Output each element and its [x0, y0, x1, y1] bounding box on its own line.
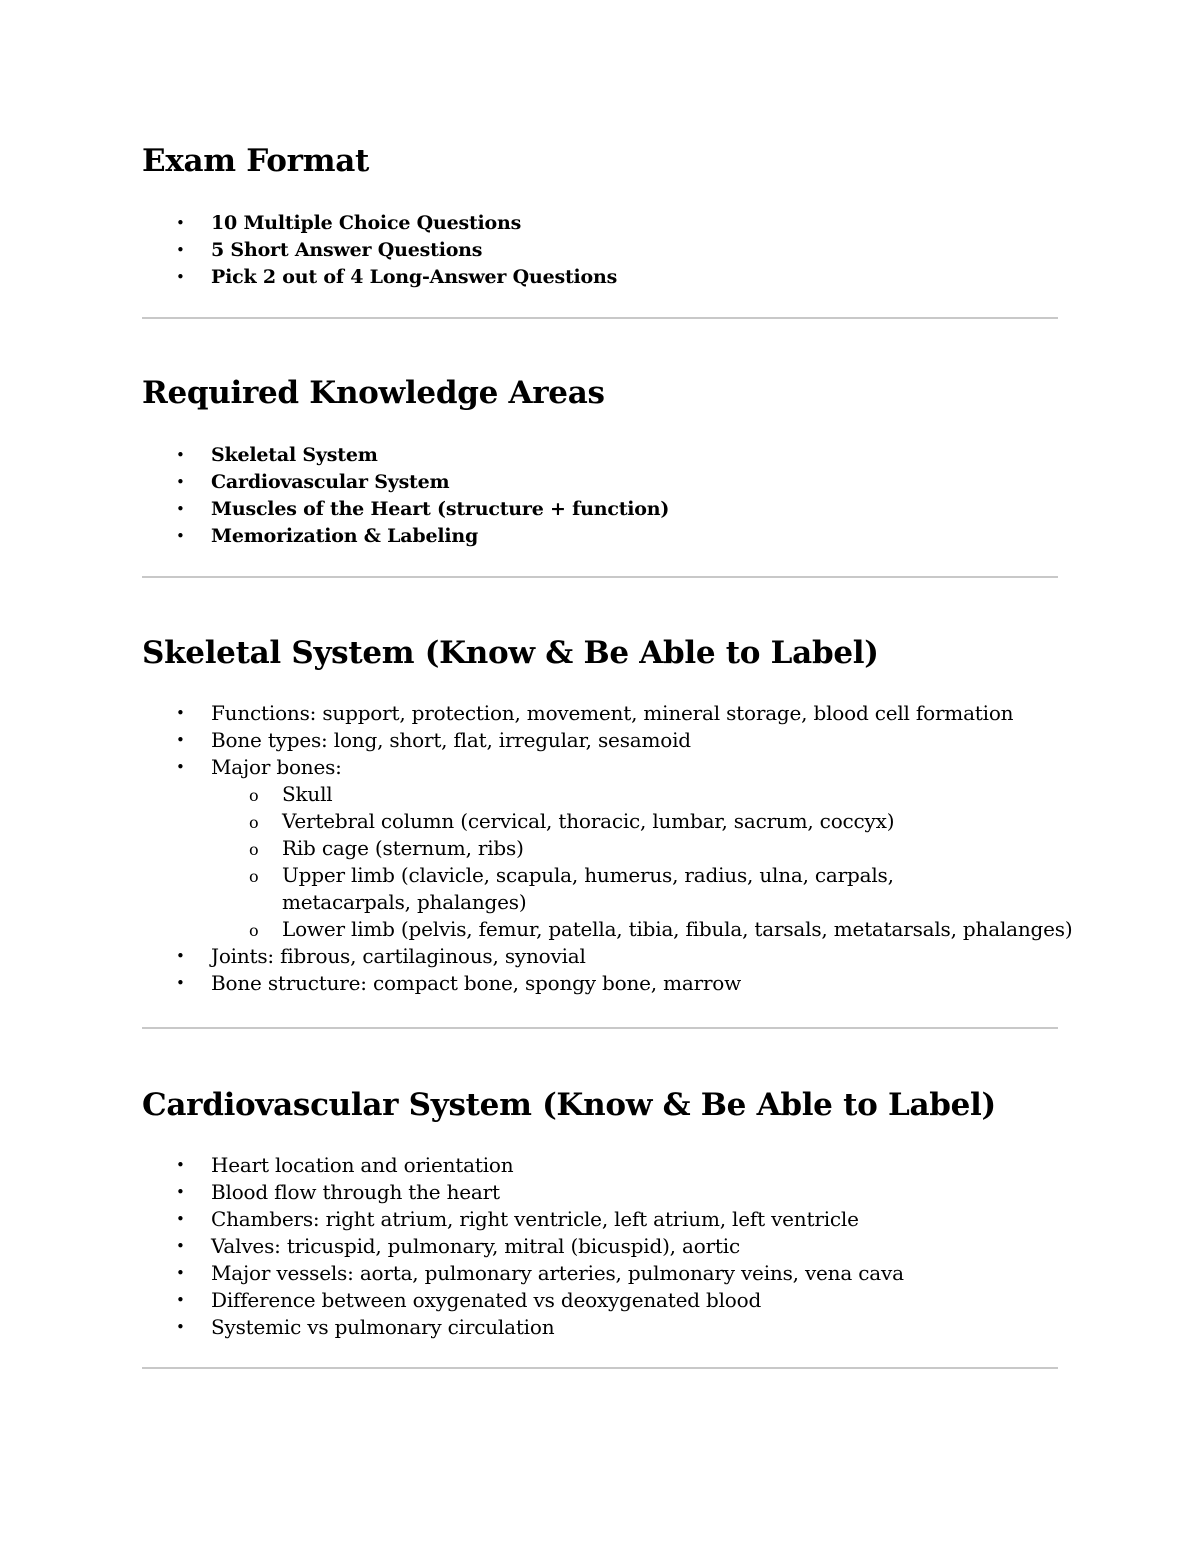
skeletal-list: [142, 700, 1073, 997]
bullet-icon: •: [176, 1210, 185, 1228]
sub-list-item: o Vertebral column (cervical, thoracic, lumbar, sacrum, coccyx): [211, 808, 1058, 835]
list-item: • Bone types: long, short, flat, irregular, sesamoid: [176, 728, 691, 752]
list-item: • Heart location and orientation: [176, 1153, 514, 1177]
list-item: • Functions: support, protection, movement, mineral storage, blood cell formation: [176, 701, 1014, 725]
list-item: • Blood flow through the heart: [176, 1180, 500, 1204]
list-item: • Difference between oxygenated vs deoxygenated blood: [176, 1288, 762, 1312]
horizontal-rule: [142, 1367, 1058, 1369]
sub-bullet-icon: o: [249, 921, 259, 940]
sub-bullet-icon: o: [249, 786, 259, 805]
major-bones-sublist: [211, 781, 1073, 943]
section-title: Exam Format: [142, 143, 370, 179]
exam-format-list: [142, 210, 1058, 291]
sub-bullet-icon: o: [249, 813, 259, 832]
bullet-icon: •: [176, 1264, 185, 1282]
bullet-icon: •: [176, 527, 185, 545]
bullet-icon: •: [176, 1237, 185, 1255]
list-item: • Major vessels: aorta, pulmonary arteries, pulmonary veins, vena cava: [176, 1261, 904, 1285]
cardiovascular-list: [142, 1152, 1058, 1341]
list-item: • Valves: tricuspid, pulmonary, mitral (bicuspid), aortic: [176, 1234, 740, 1258]
list-item: • Skeletal System: [142, 442, 1058, 469]
bullet-icon: •: [176, 1156, 185, 1174]
horizontal-rule: [142, 317, 1058, 319]
list-item: • Chambers: right atrium, right ventricle, left atrium, left ventricle: [176, 1207, 859, 1231]
section-title: Required Knowledge Areas: [142, 375, 605, 411]
list-item: • 10 Multiple Choice Questions: [142, 210, 1058, 237]
bullet-icon: •: [176, 446, 185, 464]
list-item: • 5 Short Answer Questions: [142, 237, 1058, 264]
horizontal-rule: [142, 1027, 1058, 1029]
sub-list-item: o Lower limb (pelvis, femur, patella, tibia, fibula, tarsals, metatarsals, phalanges): [211, 916, 1058, 943]
bullet-icon: •: [176, 1291, 185, 1309]
list-item: • Systemic vs pulmonary circulation: [176, 1315, 555, 1339]
knowledge-areas-list: [142, 442, 1058, 550]
section-title: Cardiovascular System (Know & Be Able to Label): [142, 1087, 996, 1123]
bullet-icon: •: [176, 268, 185, 286]
section-title: Skeletal System (Know & Be Able to Label): [142, 635, 879, 671]
list-item: • Cardiovascular System: [142, 469, 1058, 496]
bullet-icon: •: [176, 758, 185, 776]
bullet-icon: •: [176, 731, 185, 749]
bullet-icon: •: [176, 500, 185, 518]
list-item: • Muscles of the Heart (structure + function): [142, 496, 1058, 523]
list-item: • Pick 2 out of 4 Long-Answer Questions: [142, 264, 1058, 291]
bullet-icon: •: [176, 473, 185, 491]
list-item: • Joints: fibrous, cartilaginous, synovial: [176, 944, 586, 968]
bullet-icon: •: [176, 214, 185, 232]
sub-bullet-icon: o: [249, 867, 259, 886]
bullet-icon: •: [176, 974, 185, 992]
sub-list-item: o Rib cage (sternum, ribs): [211, 835, 1058, 862]
list-item: • Major bones: o Skull o Vertebral column (cervical, thoracic, lumbar, sacrum, coccyx) o Rib cage (sternum, ribs) o Upper limb (clavicle, scapula, humerus, radius, ulna, carpals, metacarpals, phalanges) o Lower limb (pelvis, femur, patella, tibia, fibula, tarsals, metatarsals, phalanges): [142, 754, 1058, 943]
horizontal-rule: [142, 576, 1058, 578]
bullet-icon: •: [176, 1318, 185, 1336]
sub-bullet-icon: o: [249, 840, 259, 859]
bullet-icon: •: [176, 704, 185, 722]
bullet-icon: •: [176, 241, 185, 259]
sub-list-item: o Upper limb (clavicle, scapula, humerus, radius, ulna, carpals, metacarpals, phalanges): [249, 863, 894, 914]
sub-list-item: o Skull: [211, 781, 1058, 808]
bullet-icon: •: [176, 947, 185, 965]
list-item: • Memorization & Labeling: [142, 523, 1058, 550]
list-item: • Bone structure: compact bone, spongy bone, marrow: [176, 971, 742, 995]
bullet-icon: •: [176, 1183, 185, 1201]
